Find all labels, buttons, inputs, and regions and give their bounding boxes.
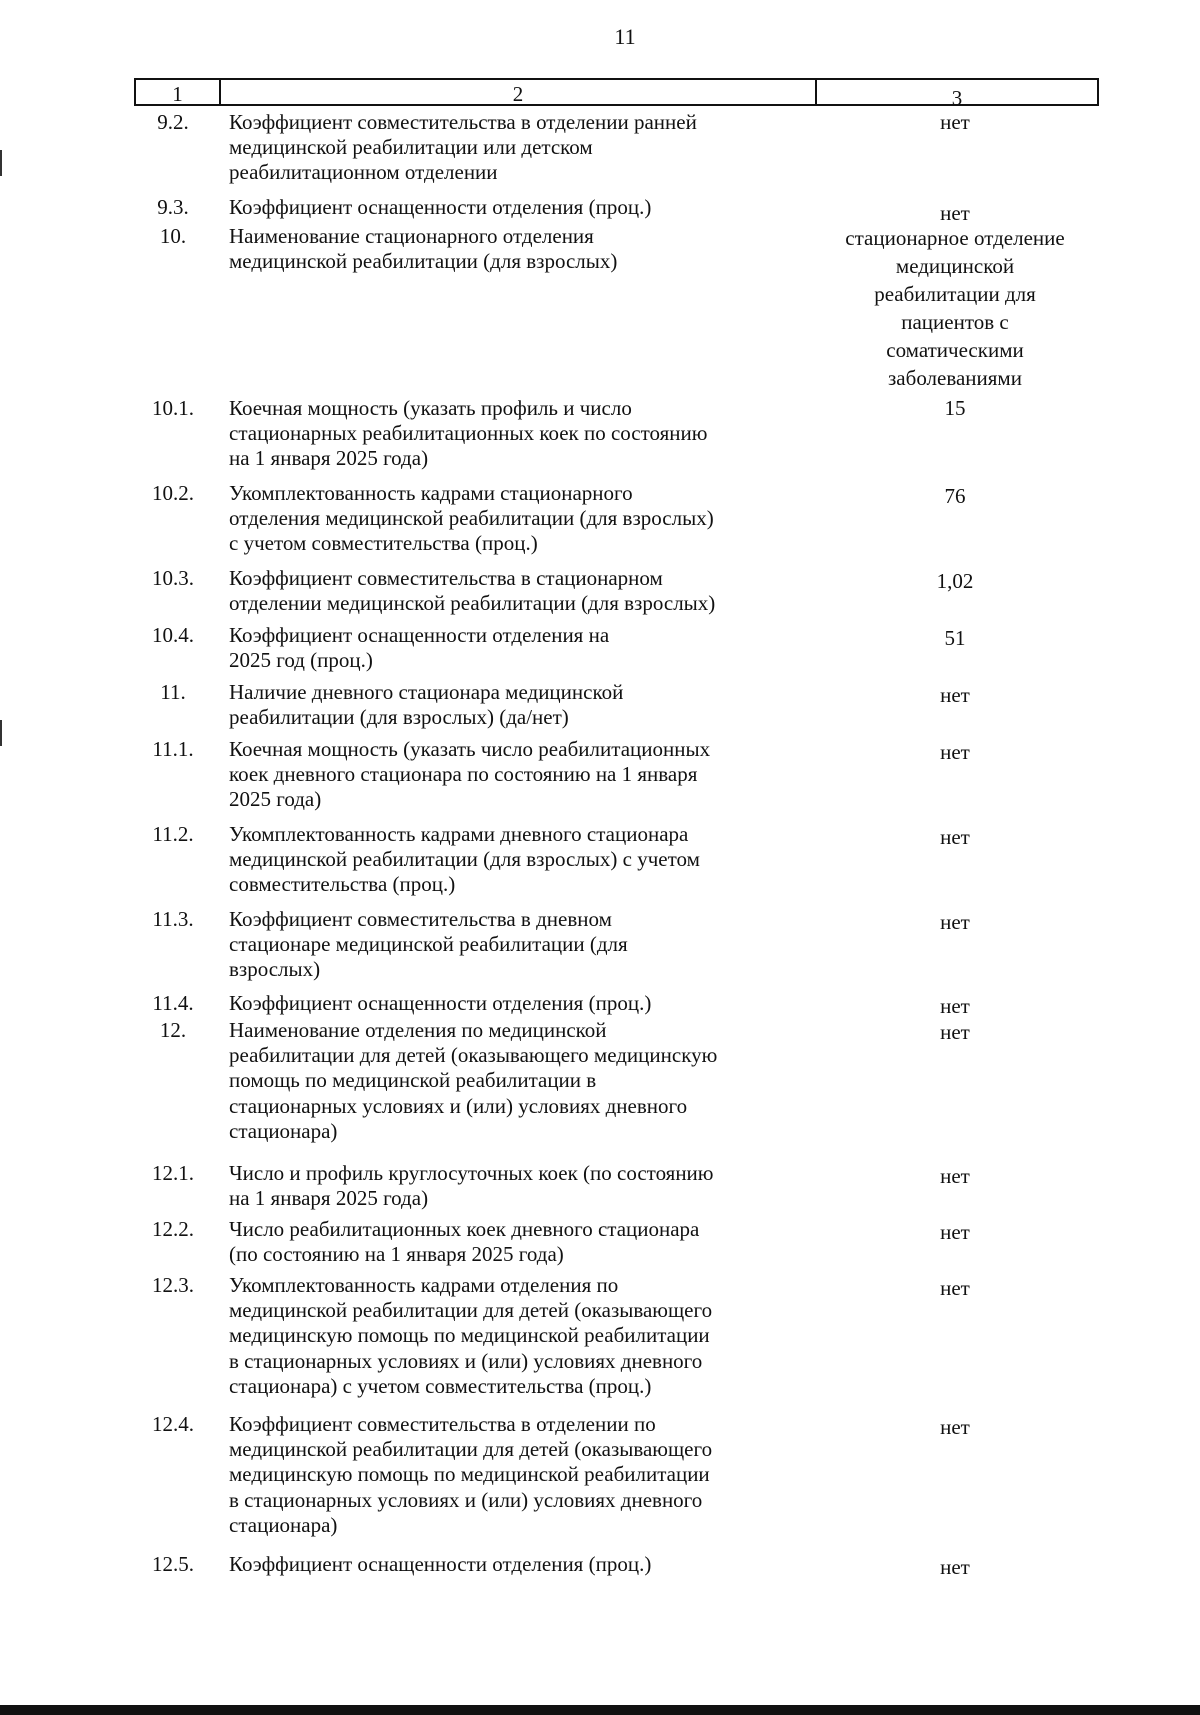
row-number: 10.4. — [152, 623, 194, 647]
row-number: 11.3. — [152, 907, 194, 931]
row-description: Укомплектованность кадрами стационарного отделения медицинской реабилитации (для взрослых) с учетом совместительства (проц.) — [229, 481, 714, 556]
row-value: нет — [940, 1020, 970, 1044]
row-value: нет — [940, 1415, 970, 1439]
header-col-2: 2 — [221, 80, 817, 104]
scan-edge-mark — [0, 720, 2, 746]
scan-edge-mark — [0, 150, 2, 176]
row-description: Коэффициент совместительства в отделении ранней медицинской реабилитации или детском реабилитационном отделении — [229, 110, 697, 185]
row-value: нет — [940, 1220, 970, 1244]
row-value: нет — [940, 740, 970, 764]
row-number: 12.5. — [152, 1552, 194, 1576]
table-header — [134, 78, 1099, 110]
row-description: Коэффициент совместительства в отделении по медицинской реабилитации для детей (оказывающего медицинскую помощь по медицинской реабилитации в стационарных условиях и (или) условиях дневного стационара) — [229, 1412, 713, 1537]
row-description: Коечная мощность (указать число реабилитационных коек дневного стационара по состоянию на 1 января 2025 года) — [229, 737, 711, 812]
row-description: Наименование отделения по медицинской реабилитации для детей (оказывающего медицинскую помощь по медицинской реабилитации в стационарных условиях и (или) условиях дневного стационара) — [229, 1018, 718, 1143]
row-description: Наличие дневного стационара медицинской реабилитации (для взрослых) (да/нет) — [229, 680, 624, 730]
row-description: Коэффициент совместительства в стационарном отделении медицинской реабилитации (для взрослых) — [229, 566, 716, 616]
row-description: Число реабилитационных коек дневного стационара (по состоянию на 1 января 2025 года) — [229, 1217, 700, 1267]
row-number: 10. — [159, 224, 187, 248]
row-number: 12. — [159, 1018, 187, 1042]
row-number: 11.1. — [152, 737, 194, 761]
row-description: Укомплектованность кадрами дневного стационара медицинской реабилитации (для взрослых) с учетом совместительства (проц.) — [229, 822, 700, 897]
row-description: Число и профиль круглосуточных коек (по состоянию на 1 января 2025 года) — [229, 1161, 714, 1211]
row-number: 10.2. — [152, 481, 194, 505]
scan-bottom-border — [0, 1705, 1200, 1715]
header-col-3: 3 — [951, 86, 963, 110]
row-number: 10.1. — [152, 396, 194, 420]
row-value: нет — [940, 1276, 970, 1300]
row-number: 11.2. — [152, 822, 194, 846]
row-number: 9.3. — [157, 195, 189, 219]
row-value: стационарное отделение медицинской реабилитации для пациентов с соматическими заболеваниями — [845, 226, 1065, 390]
row-number: 11.4. — [152, 991, 194, 1015]
row-description: Коэффициент совместительства в дневном стационаре медицинской реабилитации (для взрослых) — [229, 907, 628, 982]
row-description: Наименование стационарного отделения медицинской реабилитации (для взрослых) — [229, 224, 618, 274]
row-number: 12.1. — [152, 1161, 194, 1185]
row-value: 1,02 — [936, 569, 974, 593]
row-description: Укомплектованность кадрами отделения по медицинской реабилитации для детей (оказывающего медицинскую помощь по медицинской реабилитации в стационарных условиях и (или) условиях дневного стационара) с учетом совместительства (проц.) — [229, 1273, 713, 1398]
row-description: Коэффициент оснащенности отделения (проц.) — [229, 195, 652, 219]
row-value: нет — [940, 1555, 970, 1579]
row-value: 51 — [944, 626, 966, 650]
row-value: нет — [940, 994, 970, 1018]
row-description: Коэффициент оснащенности отделения (проц.) — [229, 1552, 652, 1576]
row-value: нет — [940, 910, 970, 934]
row-number: 11. — [160, 680, 186, 704]
row-value: нет — [940, 201, 970, 225]
row-value: нет — [940, 110, 970, 134]
row-value: нет — [940, 683, 970, 707]
row-number: 12.2. — [152, 1217, 194, 1241]
header-col-1: 1 — [136, 80, 221, 104]
row-value: 76 — [944, 484, 966, 508]
row-description: Коечная мощность (указать профиль и число стационарных реабилитационных коек по состоянию на 1 января 2025 года) — [229, 396, 708, 471]
row-description: Коэффициент оснащенности отделения на 2025 год (проц.) — [229, 623, 610, 673]
row-value: 15 — [944, 396, 966, 420]
row-number: 12.4. — [152, 1412, 194, 1436]
row-number: 12.3. — [152, 1273, 194, 1297]
row-number: 10.3. — [152, 566, 194, 590]
row-value: нет — [940, 825, 970, 849]
page-number: 11 — [614, 24, 636, 49]
row-number: 9.2. — [157, 110, 189, 134]
row-description: Коэффициент оснащенности отделения (проц.) — [229, 991, 652, 1015]
row-value: нет — [940, 1164, 970, 1188]
